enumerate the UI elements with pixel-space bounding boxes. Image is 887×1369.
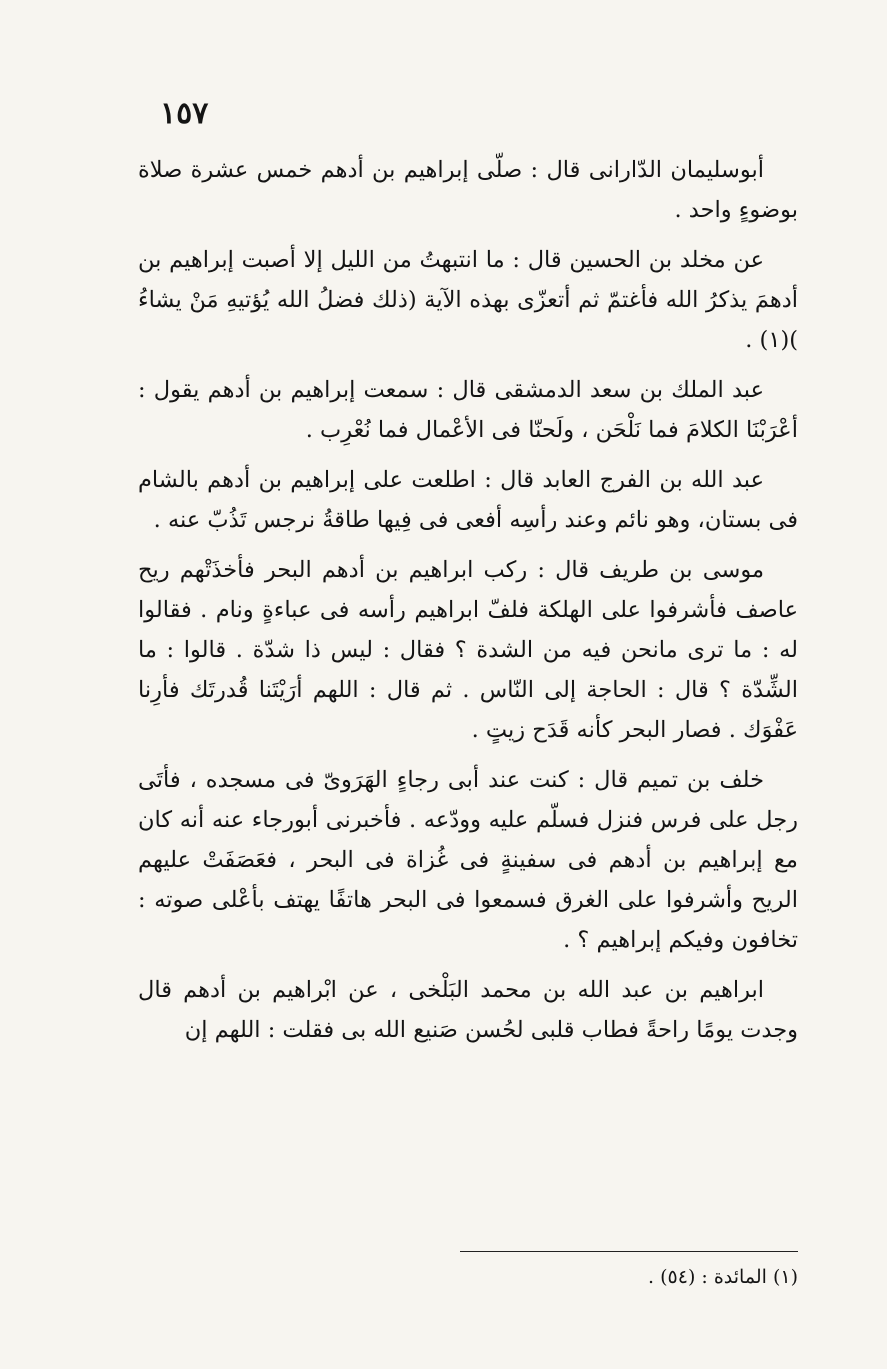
paragraph-abd-al-malik: عبد الملك بن سعد الدمشقى قال : سمعت إبراهيم بن أدهم يقول : أعْرَبْنَا الكلامَ فما نَلْحَن ، ولَحنّا فى الأعْمال فما نُعْرِب .: [138, 377, 798, 443]
paragraph-abdullah-al-faraj: عبد الله بن الفرج العابد قال : اطلعت على إبراهيم بن أدهم بالشام فى بستان، وهو نائم وعند رأسِه أفعى فى فِيها طاقةُ نرجس تَذُبّ عنه .: [138, 467, 798, 533]
paragraph-khalaf-bin-tamim: خلف بن تميم قال : كنت عند أبى رجاءٍ الهَرَوىّ فى مسجده ، فأتَى رجل على فرس فنزل فسلّم عليه وودّعه . فأخبرنى أبورجاء عنه أنه كان مع إبراهيم بن أدهم فى سفينةٍ فى غُزاة فى البحر ، فعَصَفَتْ عليهم الريح وأشرفوا على الغرق فسمعوا فى البحر هاتفًا يهتف بأعْلى صوته : تخافون وفيكم إبراهيم ؟ .: [138, 767, 798, 953]
paragraph-musa-bin-tarif: موسى بن طريف قال : ركب ابراهيم بن أدهم البحر فأخذَتْهم ريح عاصف فأشرفوا على الهلكة فلفّ ابراهيم رأسه فى عباءةٍ ونام . فقالوا له : ما ترى مانحن فيه من الشدة ؟ فقال : ليس ذا شدّة . قالوا : ما الشِّدّة ؟ قال : الحاجة إلى النّاس . ثم قال : اللهم أرَيْتَنا قُدرتَك فأرِنا عَفْوَك . فصار البحر كأنه قَدَح زيتٍ .: [138, 557, 798, 743]
footnote: (١) المائدة : (٥٤) .: [648, 1266, 798, 1288]
page-number: ١٥٧: [160, 96, 209, 131]
paragraph-abu-sulayman: أبوسليمان الدّارانى قال : صلّى إبراهيم بن أدهم خمس عشرة صلاة بوضوءٍ واحد .: [138, 157, 798, 223]
paragraph-mukhallad: عن مخلد بن الحسين قال : ما انتبهتُ من الليل إلا أصبت إبراهيم بن أدهمَ يذكرُ الله فأغتمّ ثم أتعزّى بهذه الآية (ذلك فضلُ الله يُؤتيهِ مَنْ يشاءُ )(١) .: [138, 247, 798, 353]
paragraph-ibrahim-al-balkhi: ابراهيم بن عبد الله بن محمد البَلْخى ، عن ابْراهيم بن أدهم قال وجدت يومًا راحةً فطاب قلبى لحُسن صَنيع الله بى فقلت : اللهم إن: [138, 977, 798, 1043]
main-text: [138, 150, 798, 1060]
footnote-divider: [460, 1251, 798, 1252]
